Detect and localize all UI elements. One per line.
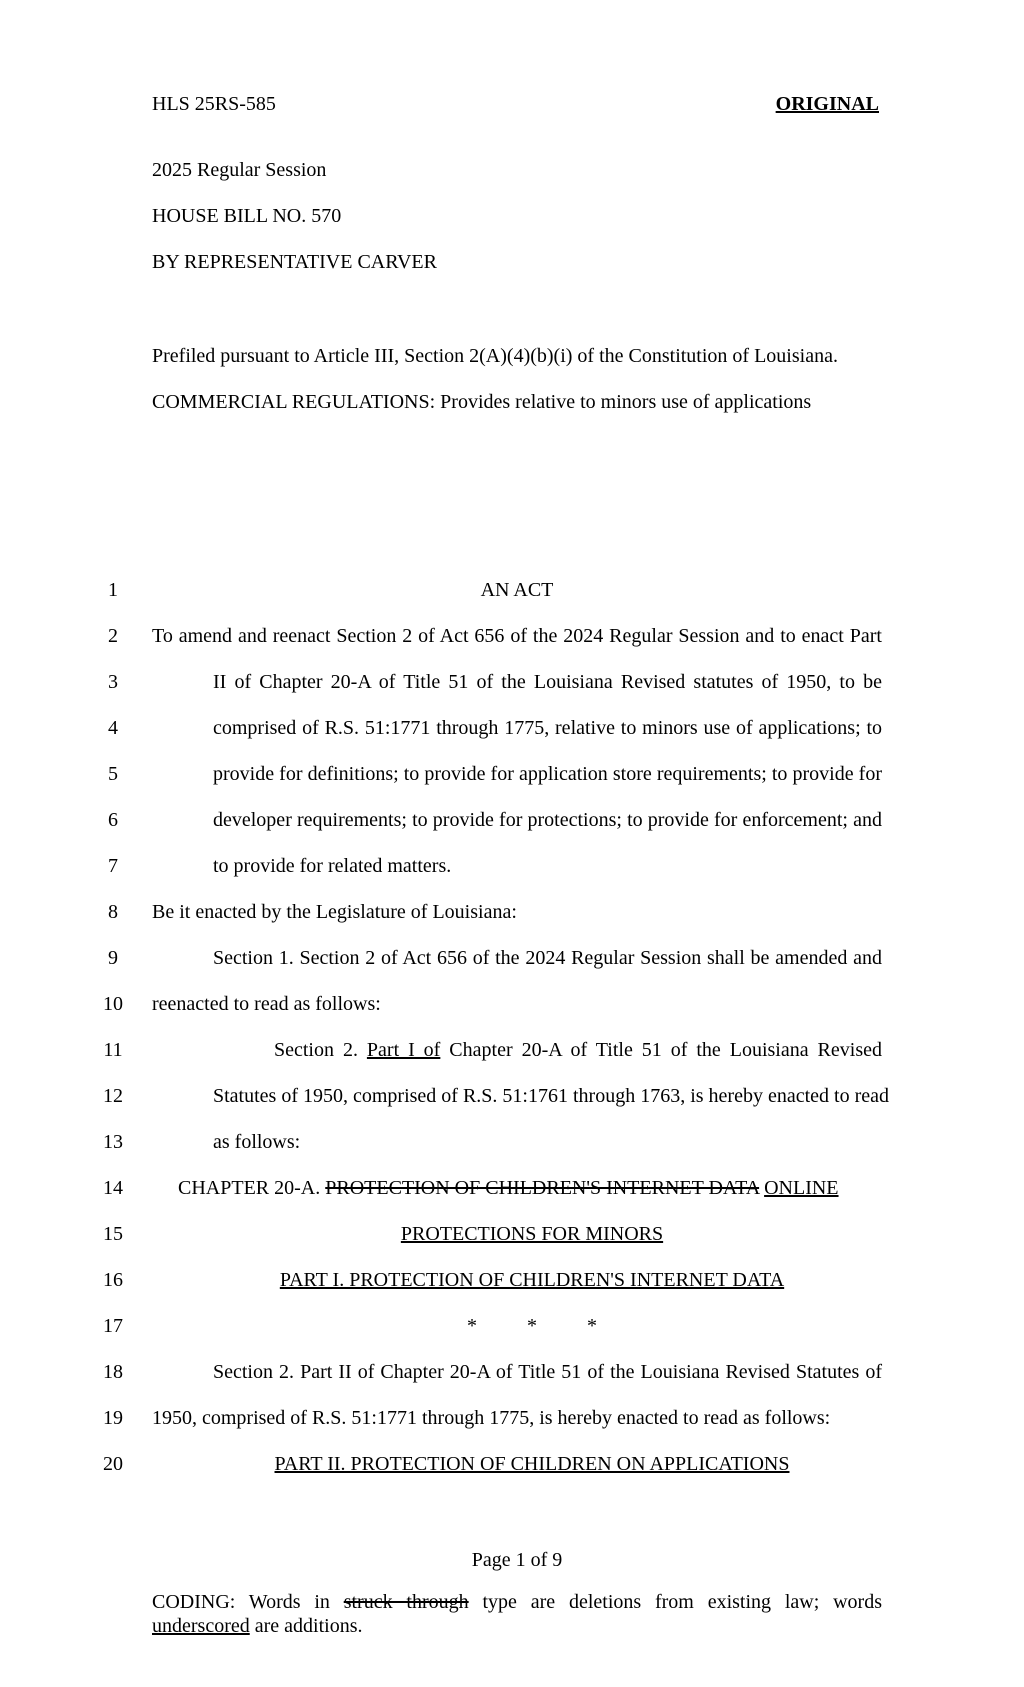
line-number: 19 [103, 1407, 123, 1429]
line-number: 13 [103, 1131, 123, 1153]
text-line: To amend and reenact Section 2 of Act 656 of the 2024 Regular Session and to enact Part [152, 625, 882, 647]
line-number: 3 [108, 671, 118, 693]
bill-author: BY REPRESENTATIVE CARVER [152, 251, 437, 273]
struck-text: struck through [343, 1591, 469, 1613]
text-line: comprised of R.S. 51:1771 through 1775, relative to minors use of applications; to [213, 717, 882, 739]
text-line: Section 2. Part II of Chapter 20-A of Title 51 of the Louisiana Revised Statutes of [213, 1361, 882, 1383]
text-line: Be it enacted by the Legislature of Louisiana: [152, 901, 517, 923]
text-line: Section 1. Section 2 of Act 656 of the 2024 Regular Session shall be amended and [213, 947, 882, 969]
line-number: 17 [103, 1315, 123, 1337]
coding-note [152, 1590, 882, 1638]
text-run: are additions. [249, 1615, 363, 1637]
text-line: to provide for related matters. [213, 855, 452, 877]
line-number: 2 [108, 625, 118, 647]
underscored-text: Part I of [366, 1039, 441, 1061]
text-line: provide for definitions; to provide for application store requirements; to provide for [213, 763, 882, 785]
line-number: 18 [103, 1361, 123, 1383]
text-line: reenacted to read as follows: [152, 993, 381, 1015]
underscored-text: PART I. PROTECTION OF CHILDREN'S INTERNET DATA [279, 1269, 785, 1291]
line-number: 5 [108, 763, 118, 785]
line-number: 10 [103, 993, 123, 1015]
status-label: ORIGINAL [775, 93, 879, 115]
text-run: CHAPTER 20-A. [178, 1177, 326, 1199]
text-line: as follows: [213, 1131, 301, 1153]
text-line: II of Chapter 20-A of Title 51 of the Louisiana Revised statutes of 1950, to be [213, 671, 882, 693]
line-number: 11 [103, 1039, 123, 1061]
text-line: Statutes of 1950, comprised of R.S. 51:1761 through 1763, is hereby enacted to read [213, 1085, 889, 1107]
line-number: 15 [103, 1223, 123, 1245]
line-number: 9 [108, 947, 118, 969]
line-number: 12 [103, 1085, 123, 1107]
underscored-text: underscored [152, 1615, 250, 1637]
page-number: Page 1 of 9 [471, 1549, 563, 1571]
part-heading [167, 1268, 897, 1292]
line-number: 1 [108, 579, 118, 601]
part-heading [167, 1452, 897, 1476]
bill-subject: COMMERCIAL REGULATIONS: Provides relative to minors use of applications [152, 391, 812, 413]
line-number: 14 [103, 1177, 123, 1199]
bill-code: HLS 25RS-585 [152, 93, 276, 115]
line-number: 16 [103, 1269, 123, 1291]
prefiled-note: Prefiled pursuant to Article III, Section 2(A)(4)(b)(i) of the Constitution of Louisiana. [152, 345, 838, 367]
line-number: 6 [108, 809, 118, 831]
underscored-text: ONLINE [764, 1177, 839, 1199]
session: 2025 Regular Session [152, 159, 327, 181]
text-run: Chapter 20-A of Title 51 of the Louisiana Revised [440, 1039, 882, 1061]
text-run: CODING: Words in [152, 1591, 344, 1613]
text-line: developer requirements; to provide for protections; to provide for enforcement; and [213, 809, 882, 831]
text-run: Section 2. [274, 1039, 367, 1061]
underscored-text: PART II. PROTECTION OF CHILDREN ON APPLICATIONS [274, 1453, 790, 1475]
bill-number: HOUSE BILL NO. 570 [152, 205, 342, 227]
underscored-text: PROTECTIONS FOR MINORS [400, 1223, 664, 1245]
chapter-heading-cont [167, 1222, 897, 1246]
text-line: 1950, comprised of R.S. 51:1771 through 1775, is hereby enacted to read as follows: [152, 1407, 831, 1429]
omission-stars: * * * [467, 1315, 597, 1337]
struck-text: PROTECTION OF CHILDREN'S INTERNET DATA [325, 1177, 760, 1199]
line-number: 4 [108, 717, 118, 739]
chapter-heading [178, 1176, 839, 1200]
text-run: type are deletions from existing law; words [468, 1591, 882, 1613]
line-number: 7 [108, 855, 118, 877]
text-line [274, 1038, 882, 1062]
line-number: 8 [108, 901, 118, 923]
act-title: AN ACT [480, 579, 554, 601]
line-number: 20 [103, 1453, 123, 1475]
